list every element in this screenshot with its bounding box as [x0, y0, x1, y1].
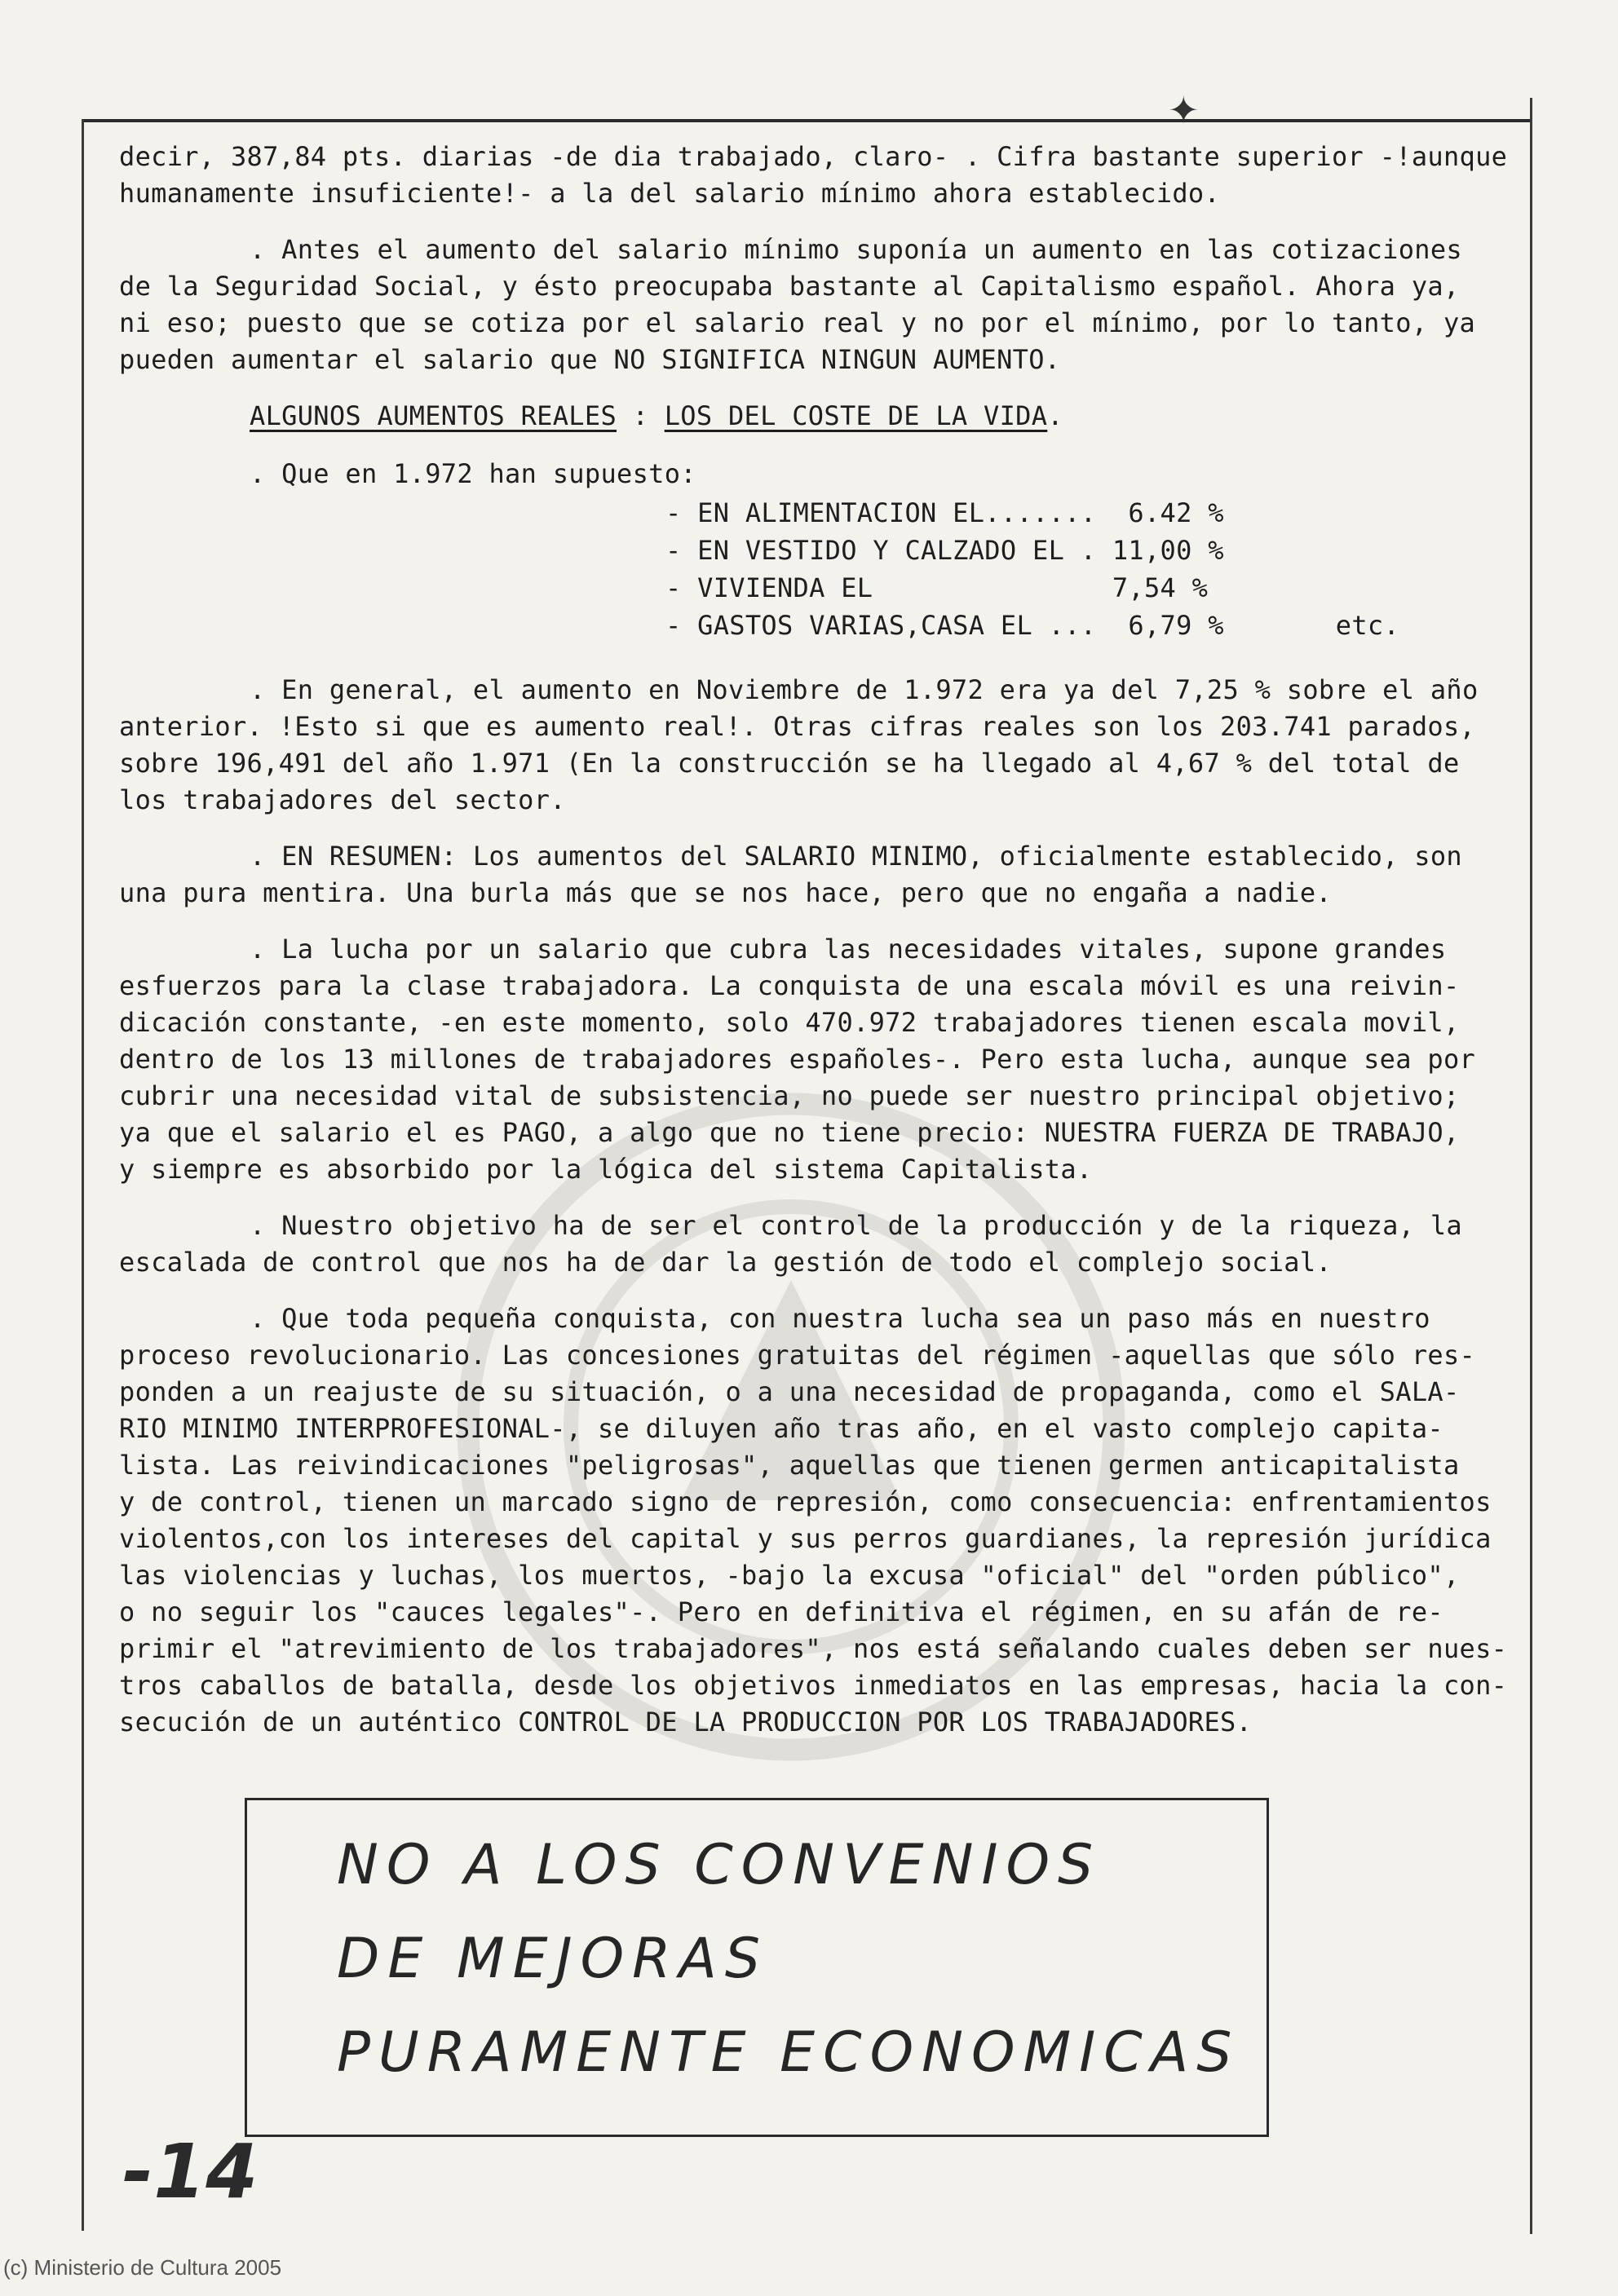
paragraph-7: . Nuestro objetivo ha de ser el control de la producción y de la riqueza, la escalada de control que nos ha de dar la gestión de todo el complejo social.	[119, 1210, 1462, 1278]
cost-of-living-list	[665, 494, 1538, 644]
ornament-star-icon: ✦	[1168, 88, 1200, 132]
list-item: - EN ALIMENTACION EL....... 6.42 %	[665, 497, 1224, 528]
list-item: - EN VESTIDO Y CALZADO EL . 11,00 %	[665, 535, 1224, 566]
heading-right: LOS DEL COSTE DE LA VIDA	[664, 400, 1048, 431]
document-body	[119, 139, 1538, 1760]
list-item: - VIVIENDA EL 7,54 %	[665, 572, 1209, 603]
paragraph-8: . Que toda pequeña conquista, con nuestra lucha sea un paso más en nuestro proceso revolucionario. Las concesiones gratuitas del régimen -aquellas que sólo res- ponden a un reajuste de su situación, o a una necesidad de propaganda, como el SALA- RIO MINIMO INTERPROFESIONAL-, se diluyen año tras año, en el vasto complejo capita- lista. Las reivindicaciones "peligrosas", aquellas que tienen germen anticapitalista y de control, tienen un marcado signo de represión, como consecuencia: enfrentamientos violentos,con los intereses del capital y sus perros guardianes, la represión jurídica las violencias y luchas, los muertos, -bajo la excusa "oficial" del "orden público", o no seguir los "cauces legales"-. Pero en definitiva el régimen, en su afán de re- primir el "atrevimiento de los trabajadores", nos está señalando cuales deben ser nues- tros caballos de batalla, desde los objetivos inmediatos en las empresas, hacia la con- secución de un auténtico CONTROL DE LA PRODUCCION POR LOS TRABAJADORES.	[119, 1303, 1508, 1737]
slogan-box	[245, 1798, 1269, 2137]
slogan-line-2: DE MEJORAS	[337, 1927, 769, 1991]
paragraph-2: . Antes el aumento del salario mínimo suponía un aumento en las cotizaciones de la Seguridad Social, y ésto preocupaba bastante al Capitalismo español. Ahora ya, ni eso; puesto que se cotiza por el salario real y no por el mínimo, por lo tanto, ya pueden aumentar el salario que NO SIGNIFICA NINGUN AUMENTO.	[119, 234, 1476, 375]
page-frame-top-line	[82, 119, 1530, 122]
paragraph-6: . La lucha por un salario que cubra las necesidades vitales, supone grandes esfuerzos para la clase trabajadora. La conquista de una escala móvil es una reivin- dicación constante, -en este momento, solo 470.972 trabajadores tienen escala movil, dentro de los 13 millones de trabajadores españoles-. Pero esta lucha, aunque sea por cubrir una necesidad vital de subsistencia, no puede ser nuestro principal objetivo; ya que el salario el es PAGO, a algo que no tiene precio: NUESTRA FUERZA DE TRABAJO, y siempre es absorbido por la lógica del sistema Capitalista.	[119, 934, 1476, 1185]
heading-left: ALGUNOS AUMENTOS REALES	[250, 400, 617, 431]
heading-end: .	[1047, 400, 1063, 431]
paragraph-4: . En general, el aumento en Noviembre de 1.972 era ya del 7,25 % sobre el año anterior. !Esto si que es aumento real!. Otras cifras reales son los 203.741 parados, sobre 196,491 del año 1.971 (En la construcción se ha llegado al 4,67 % del total de los trabajadores del sector.	[119, 674, 1479, 815]
paragraph-1: decir, 387,84 pts. diarias -de dia trabajado, claro- . Cifra bastante superior -!aunque humanamente insuficiente!- a la del salario mínimo ahora establecido.	[119, 141, 1508, 209]
heading-separator: :	[617, 400, 665, 431]
list-item: - GASTOS VARIAS,CASA EL ... 6,79 % etc.	[665, 610, 1400, 641]
slogan-line-3: PURAMENTE ECONOMICAS	[337, 2020, 1240, 2085]
paragraph-3: . Que en 1.972 han supuesto:	[250, 458, 696, 489]
page-frame-left-line	[82, 119, 84, 2231]
copyright-notice: (c) Ministerio de Cultura 2005	[3, 2255, 282, 2280]
section-heading	[250, 398, 1538, 435]
page-number: -14	[122, 2128, 259, 2215]
paragraph-5: . EN RESUMEN: Los aumentos del SALARIO MINIMO, oficialmente establecido, son una pura mentira. Una burla más que se nos hace, pero que no engaña a nadie.	[119, 841, 1462, 908]
slogan-line-1: NO A LOS CONVENIOS	[337, 1833, 1102, 1897]
